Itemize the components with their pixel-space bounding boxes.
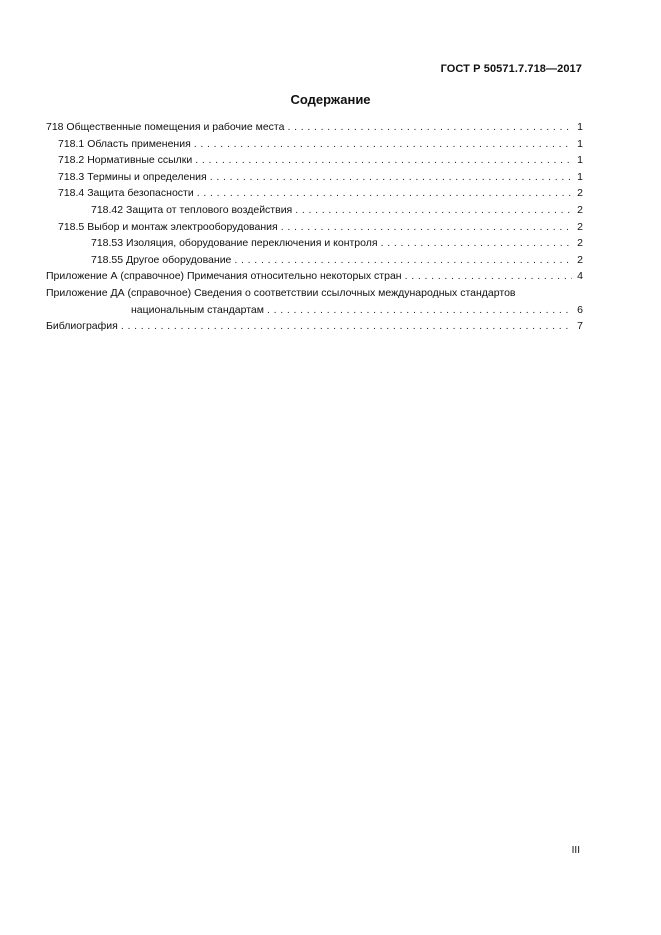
- dot-leader: [281, 219, 572, 236]
- toc-entry-label: Приложение ДА (справочное) Сведения о соответствии ссылочных международных стандартов: [46, 286, 516, 299]
- toc-entry[interactable]: [46, 268, 583, 285]
- toc-entry-label: 718.3 Термины и определения: [58, 170, 207, 183]
- toc-entry-page: 7: [577, 320, 583, 333]
- toc-entry-label: 718.55 Другое оборудование: [91, 253, 232, 266]
- toc-title: Содержание: [290, 92, 371, 107]
- toc-entry-page: 1: [577, 154, 583, 167]
- toc-entry-page: 2: [577, 237, 583, 250]
- toc-entry-label: 718.42 Защита от теплового воздействия: [91, 203, 293, 216]
- dot-leader: [197, 185, 572, 202]
- toc-entry-label: 718 Общественные помещения и рабочие места: [46, 121, 285, 133]
- toc-entry[interactable]: [46, 185, 583, 202]
- toc-entry-page: 2: [577, 220, 583, 233]
- dot-leader: [295, 202, 572, 219]
- toc-entry[interactable]: [46, 152, 583, 169]
- toc-entry-page: 6: [577, 303, 583, 316]
- toc-entry-page: 2: [577, 253, 583, 266]
- dot-leader: [267, 302, 572, 319]
- dot-leader: [234, 252, 572, 269]
- toc-entry-page: 2: [577, 187, 583, 200]
- dot-leader: [194, 136, 572, 153]
- dot-leader: [381, 235, 572, 252]
- toc-entry-page: 1: [577, 170, 583, 183]
- toc-entry-page: 1: [577, 121, 583, 133]
- toc-entry-page: 2: [577, 203, 583, 216]
- toc-entry[interactable]: [46, 285, 583, 318]
- toc-entry-page: 4: [577, 270, 583, 283]
- dot-leader: [405, 268, 572, 285]
- toc-entry-label-continuation: национальным стандартам: [131, 303, 264, 316]
- toc-entry-label: 718.1 Область применения: [58, 137, 191, 150]
- dot-leader: [121, 318, 572, 335]
- page-number: III: [571, 845, 580, 856]
- toc-entry[interactable]: [46, 252, 583, 269]
- toc-entry-label: 718.53 Изоляция, оборудование переключения и контроля: [91, 237, 378, 250]
- toc-entry[interactable]: [46, 119, 583, 136]
- toc-entry[interactable]: [46, 219, 583, 236]
- toc-entry-label: 718.5 Выбор и монтаж электрооборудования: [58, 220, 278, 233]
- toc-entry-page: 1: [577, 137, 583, 150]
- document-code: ГОСТ Р 50571.7.718—2017: [440, 63, 582, 75]
- toc-entry-label: Библиография: [46, 320, 118, 333]
- toc-entry-label: Приложение А (справочное) Примечания относительно некоторых стран: [46, 270, 402, 283]
- dot-leader: [210, 169, 572, 186]
- dot-leader: [195, 152, 572, 169]
- toc-entry[interactable]: [46, 318, 583, 335]
- toc-entry[interactable]: [46, 235, 583, 252]
- toc-entry[interactable]: [46, 169, 583, 186]
- toc-entry-label: 718.2 Нормативные ссылки: [58, 154, 193, 167]
- dot-leader: [287, 119, 572, 136]
- toc-entry[interactable]: [46, 202, 583, 219]
- table-of-contents: [46, 119, 583, 335]
- toc-entry-label: 718.4 Защита безопасности: [58, 187, 194, 200]
- toc-entry[interactable]: [46, 136, 583, 153]
